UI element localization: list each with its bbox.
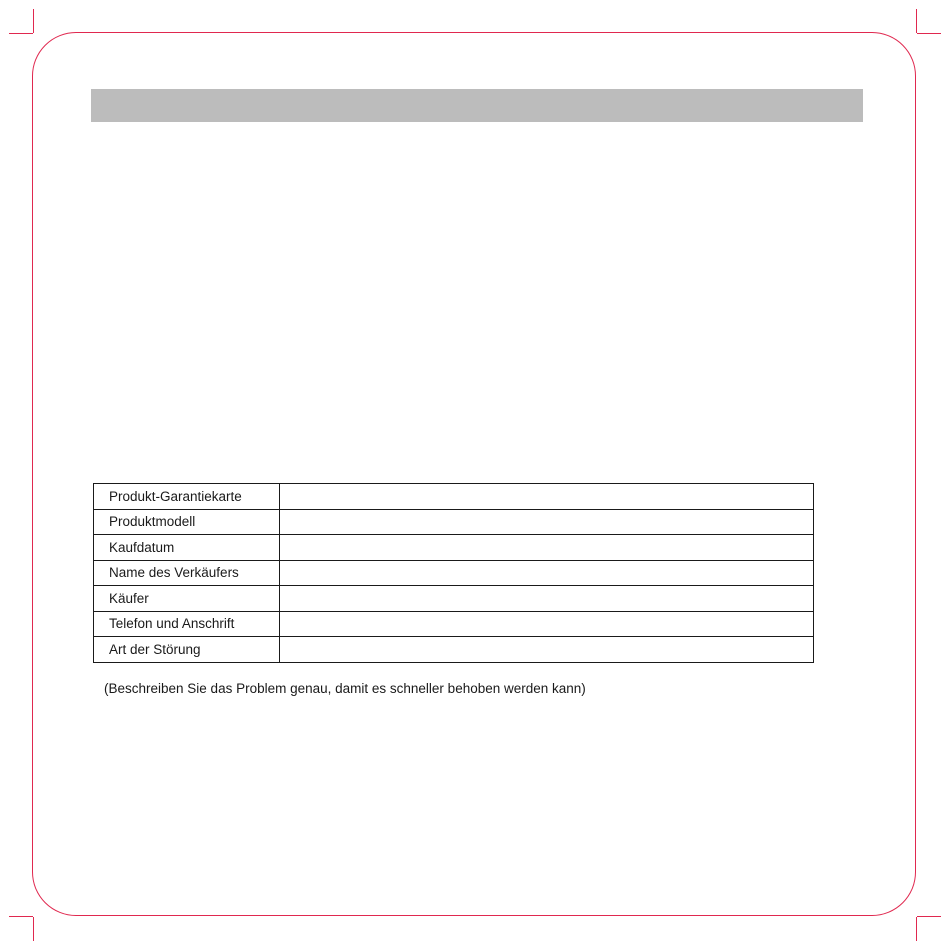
field-value[interactable] xyxy=(280,611,814,637)
field-label: Art der Störung xyxy=(94,637,280,663)
warranty-table-body xyxy=(94,484,814,663)
page-border xyxy=(32,32,916,916)
problem-description-note: (Beschreiben Sie das Problem genau, damit es schneller behoben werden kann) xyxy=(104,681,586,696)
crop-mark-top-right-vertical xyxy=(916,9,917,33)
field-value[interactable] xyxy=(280,535,814,561)
crop-mark-top-left-vertical xyxy=(33,9,34,33)
field-label: Käufer xyxy=(94,586,280,612)
table-row xyxy=(94,484,814,510)
crop-mark-bottom-right-vertical xyxy=(916,917,917,941)
field-label: Produkt-Garantiekarte xyxy=(94,484,280,510)
field-label: Produktmodell xyxy=(94,509,280,535)
field-value[interactable] xyxy=(280,509,814,535)
field-value[interactable] xyxy=(280,637,814,663)
table-row xyxy=(94,637,814,663)
header-bar xyxy=(91,89,863,122)
field-value[interactable] xyxy=(280,484,814,510)
table-row xyxy=(94,535,814,561)
field-label: Kaufdatum xyxy=(94,535,280,561)
field-label: Telefon und Anschrift xyxy=(94,611,280,637)
field-value[interactable] xyxy=(280,586,814,612)
table-row xyxy=(94,560,814,586)
warranty-card-table xyxy=(93,483,814,663)
field-label: Name des Verkäufers xyxy=(94,560,280,586)
crop-mark-top-left-horizontal xyxy=(9,33,33,34)
crop-mark-bottom-left-vertical xyxy=(33,917,34,941)
table-row xyxy=(94,586,814,612)
field-value[interactable] xyxy=(280,560,814,586)
crop-mark-top-right-horizontal xyxy=(917,33,941,34)
crop-mark-bottom-right-horizontal xyxy=(917,916,941,917)
crop-mark-bottom-left-horizontal xyxy=(9,916,33,917)
table-row xyxy=(94,509,814,535)
table-row xyxy=(94,611,814,637)
